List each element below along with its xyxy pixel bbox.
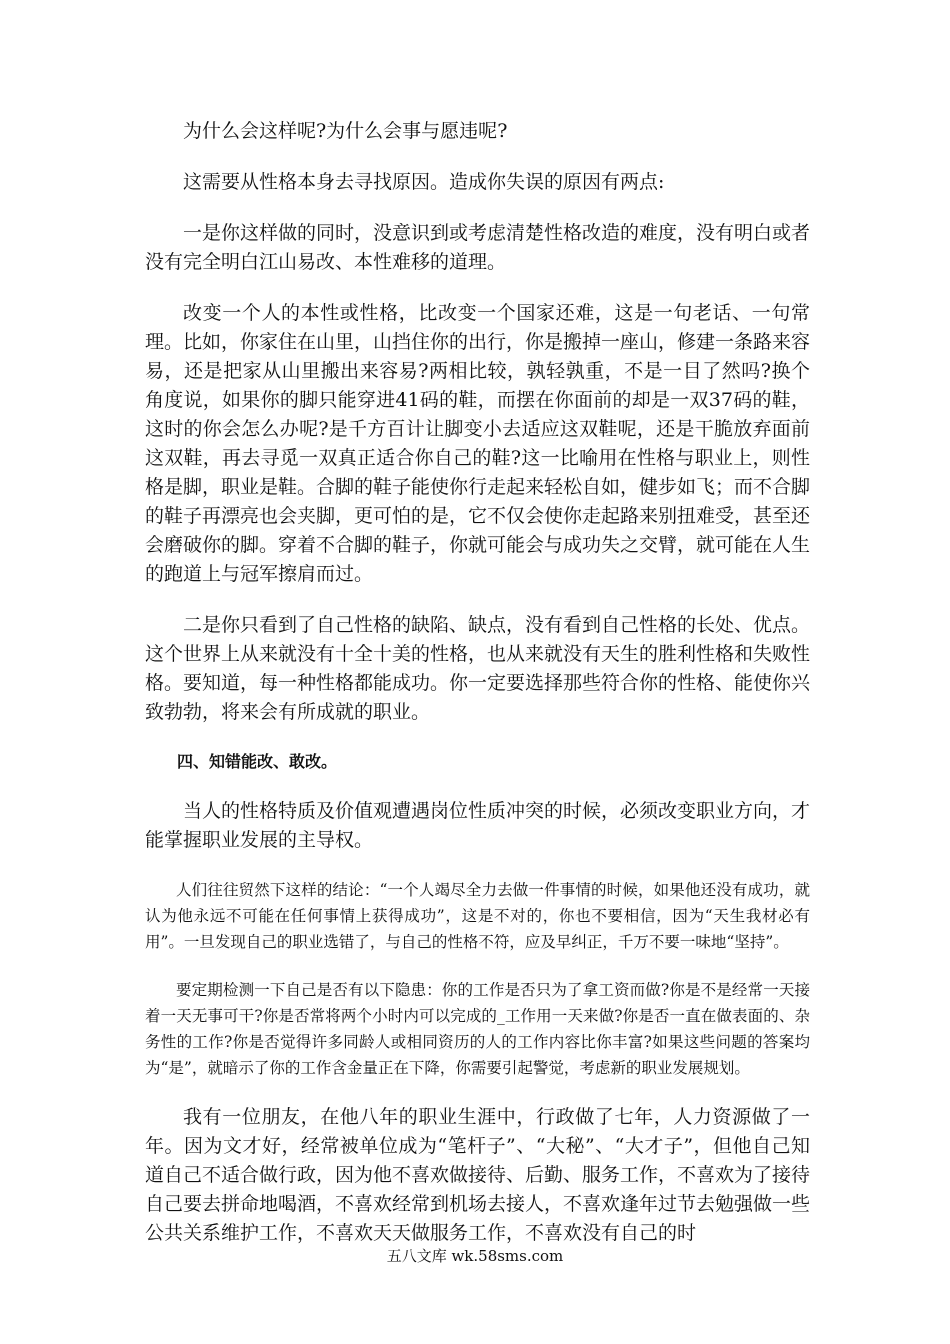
paragraph-conflict: 当人的性格特质及价值观遭遇岗位性质冲突的时候，必须改变职业方向，才能掌握职业发展的主导权。 [145, 800, 811, 851]
paragraph-shoe-metaphor: 改变一个人的本性或性格，比改变一个国家还难，这是一句老话、一句常理。比如，你家住在山里，山挡住你的出行，你是搬掉一座山，修建一条路来容易，还是把家从山里搬出来容易?两相比较，孰轻孰重，不是一目了然吗?换个角度说，如果你的脚只能穿进41码的鞋，而摆在你面前的却是一双37码的鞋，这时的你会怎么办呢?是千方百计让脚变小去适应这双鞋呢，还是干脆放弃面前这双鞋，再去寻觅一双真正适合你自己的鞋?这一比喻用在性格与职业上，则性格是脚，职业是鞋。合脚的鞋子能使你行走起来轻松自如，健步如飞；而不合脚的鞋子再漂亮也会夹脚，更可怕的是，它不仅会使你走起路来别扭难受，甚至还会磨破你的脚。穿着不合脚的鞋子，你就可能会与成功失之交臂，就可能在人生的跑道上与冠军擦肩而过。 [145, 302, 811, 585]
document-body [145, 117, 810, 1270]
paragraph-friend-story: 我有一位朋友，在他八年的职业生涯中，行政做了七年，人力资源做了一年。因为文才好，经常被单位成为“笔杆子”、“大秘”、“大才子”，但他自己知道自己不适合做行政，因为他不喜欢做接待、后勤、服务工作，不喜欢为了接待自己要去拼命地喝酒，不喜欢经常到机场去接人，不喜欢逢年过节去勉强做一些公共关系维护工作，不喜欢天天做服务工作，不喜欢没有自己的时 [145, 1106, 811, 1244]
paragraph-self-check: 要定期检测一下自己是否有以下隐患：你的工作是否只为了拿工资而做?你是不是经常一天接着一天无事可干?你是否常将两个小时内可以完成的_工作用一天来做?你是否一直在做表面的、杂务性的工作?你是否觉得许多同龄人或相同资历的人的工作内容比你丰富?如果这些问题的答案均为“是”，就暗示了你的工作含金量正在下降，你需要引起警觉，考虑新的职业发展规划。 [145, 981, 810, 1077]
page-footer: 五八文库 wk.58sms.com [386, 1247, 564, 1265]
paragraph-reason-one: 一是你这样做的同时，没意识到或考虑清楚性格改造的难度，没有明白或者没有完全明白江山易改、本性难移的道理。 [145, 222, 811, 273]
paragraph-reasons-intro: 这需要从性格本身去寻找原因。造成你失误的原因有两点: [183, 171, 665, 193]
paragraph-reason-two: 二是你只看到了自己性格的缺陷、缺点，没有看到自己性格的长处、优点。这个世界上从来就没有十全十美的性格，也从来就没有天生的胜利性格和失败性格。要知道，每一种性格都能成功。你一定要选择那些符合你的性格、能使你兴致勃勃，将来会有所成就的职业。 [145, 614, 811, 723]
section-heading: 四、知错能改、敢改。 [177, 752, 338, 771]
paragraph-question: 为什么会这样呢?为什么会事与愿违呢? [183, 120, 508, 142]
paragraph-conclusion: 人们往往贸然下这样的结论：“一个人竭尽全力去做一件事情的时候，如果他还没有成功，就认为他永远不可能在任何事情上获得成功”，这是不对的，你也不要相信，因为“天生我材必有用”。一旦发现自己的职业选错了，与自己的性格不符，应及早纠正，千万不要一味地“坚持”。 [145, 881, 810, 951]
